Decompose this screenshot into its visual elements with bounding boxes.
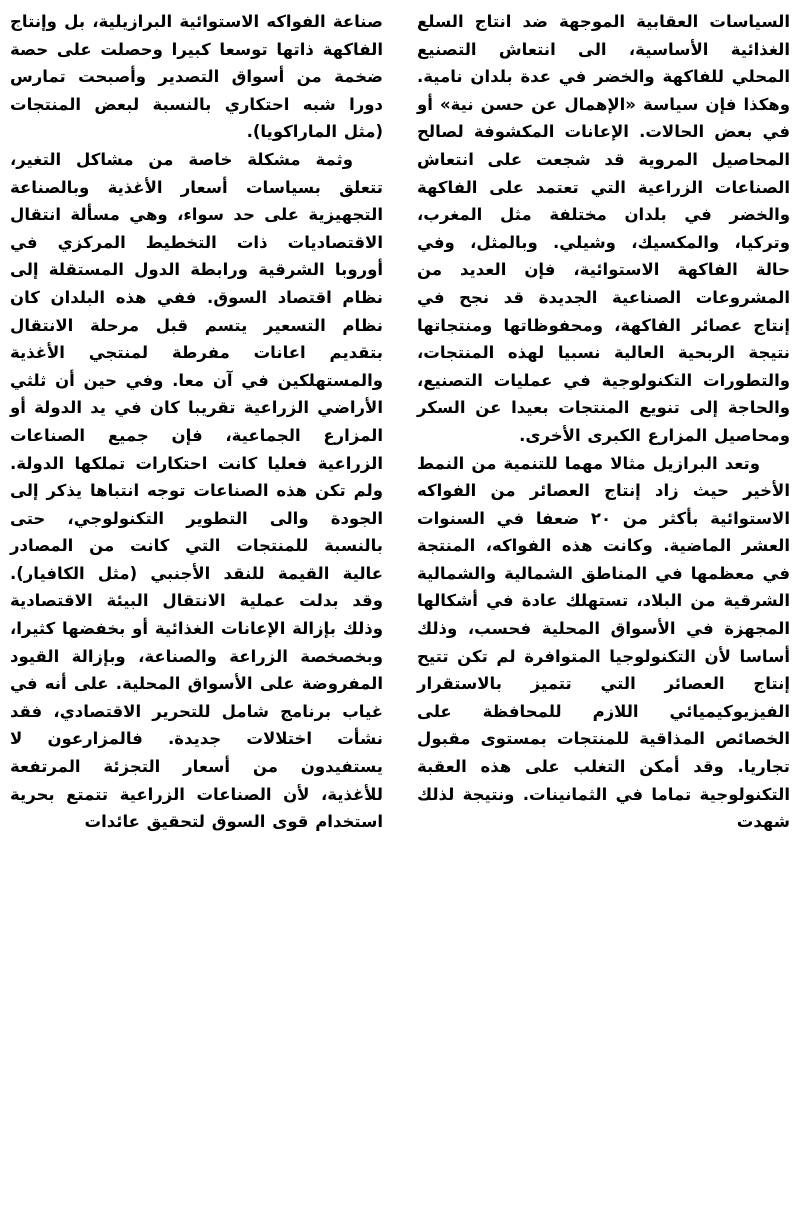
text-column-left [10,8,383,1223]
paragraph: وثمة مشكلة خاصة من مشاكل التغير، تتعلق بسياسات أسعار الأغذية وبالصناعة التجهيزية على حد سواء، وهي مسألة انتقال الاقتصاديات ذات التخطيط المركزي في أوروبا الشرقية ورابطة الدول المستقلة إلى نظام اقتصاد السوق. ففي هذه البلدان كان نظام التسعير يتسم قبل مرحلة الانتقال بتقديم اعانات مفرطة لمنتجي الأغذية والمستهلكين في آن معا. وفي حين أن ثلثي الأراضي الزراعية تقريبا كان في يد الدولة أو المزارع الجماعية، فإن جميع الصناعات الزراعية فعليا كانت احتكارات تملكها الدولة. ولم تكن هذه الصناعات توجه انتباها يذكر إلى الجودة والى التطوير التكنولوجي، حتى بالنسبة للمنتجات التي كانت من المصادر عالية القيمة للنقد الأجنبي (مثل الكافيار). وقد بدلت عملية الانتقال البيئة الاقتصادية وذلك بإزالة الإعانات الغذائية أو بخفضها كثيرا، وبخصخصة الزراعة والصناعة، وبإزالة القيود المفروضة على الأسواق المحلية. على أنه في غياب برنامج شامل للتحرير الاقتصادي، فقد نشأت اختلالات جديدة. فالمزارعون لا يستفيدون من أسعار التجزئة المرتفعة للأغذية، لأن الصناعات الزراعية تتمتع بحرية استخدام قوى السوق لتحقيق عائدات [10,149,383,832]
paragraph: وتعد البرازيل مثالا مهما للتنمية من النمط الأخير حيث زاد إنتاج العصائر من الفواكه الاستوائية بأكثر من ٢٠ ضعفا في السنوات العشر الماضية. وكانت هذه الفواكه، المنتجة في معظمها في المناطق الشمالية والشمالية الشرقية من البلاد، تستهلك عادة في أشكالها المجهزة في الأسواق المحلية فحسب، وذلك أساسا لأن التكنولوجيا المتوافرة لم تكن تتيح إنتاج العصائر التي تتميز بالاستقرار الفيزيوكيميائي اللازم للمحافظة على الخصائص المذاقية للمنتجات بمستوى مقبول تجاريا. وقد أمكن التغلب على هذه العقبة التكنولوجية تماما في الثمانينات. ونتيجة لذلك شهدت [417,453,790,832]
text-column-right [417,8,790,1223]
paragraph: صناعة الفواكه الاستوائية البرازيلية، بل وإنتاج الفاكهة ذاتها توسعا كبيرا وحصلت على حصة ضخمة من أسواق التصدير وأصبحت تمارس دورا شبه احتكاري بالنسبة لبعض المنتجات (مثل الماراكويا). [10,12,383,142]
paragraph: السياسات العقابية الموجهة ضد انتاج السلع الغذائية الأساسية، الى انتعاش التصنيع المحلي للفاكهة والخضر في عدة بلدان نامية. وهكذا فإن سياسة «الإهمال عن حسن نية» أو في بعض الحالات. الإعانات المكشوفة لصالح المحاصيل المروية قد شجعت على انتعاش الصناعات الزراعية التي تعتمد على الفاكهة والخضر في بلدان مختلفة مثل المغرب، وتركيا، والمكسيك، وشيلي. وبالمثل، وفي حالة الفاكهة الاستوائية، فإن العديد من المشروعات الصناعية الجديدة قد نجح في إنتاج عصائر الفاكهة، ومحفوظاتها ومنتجاتها نتيجة الربحية العالية نسبيا لهذه المنتجات، والتطورات التكنولوجية في عمليات التصنيع، والحاجة إلى تنويع المنتجات بعيدا عن السكر ومحاصيل المزارع الكبرى الأخرى. [417,12,790,445]
